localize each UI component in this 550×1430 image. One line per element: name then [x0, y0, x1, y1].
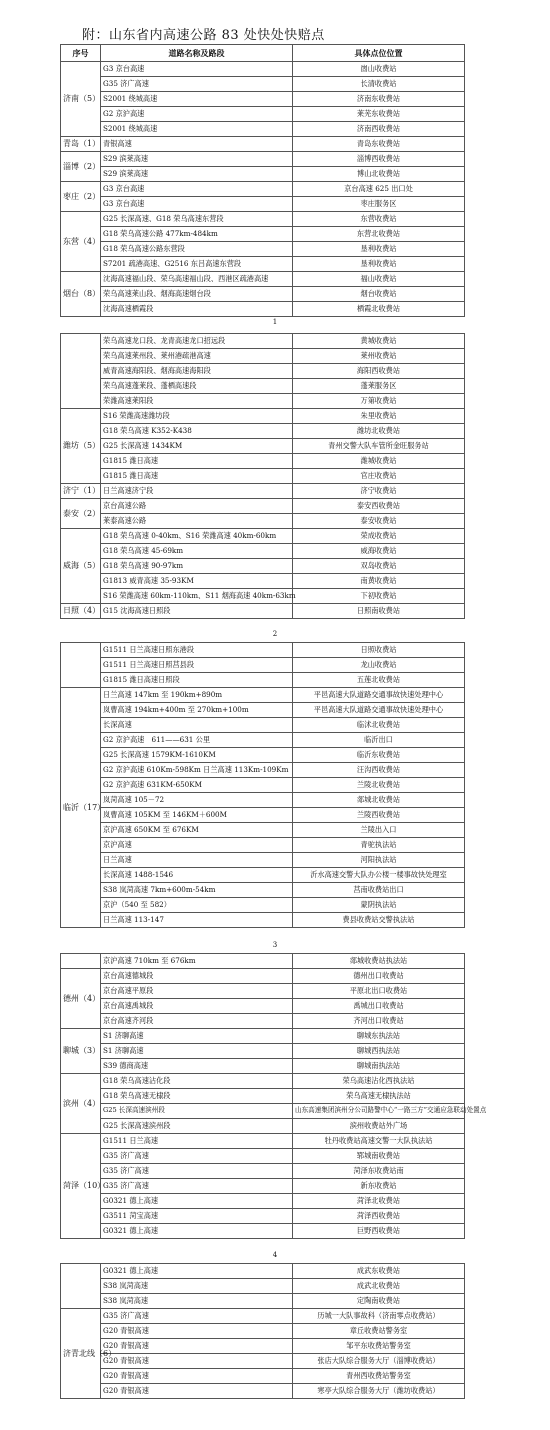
road-cell: G20 青银高速: [101, 1324, 293, 1339]
table-row: [61, 484, 465, 499]
road-cell: S38 岚菏高速: [101, 1279, 293, 1294]
table-row: [61, 1164, 465, 1179]
road-cell: G25 长深高速 1434KM: [101, 439, 293, 454]
table-page-2: [60, 333, 465, 619]
table-row: [61, 1224, 465, 1239]
road-cell: 荣潍高速莱阳段: [101, 394, 293, 409]
table-row: [61, 197, 465, 212]
location-cell: 朱里收费站: [293, 409, 465, 424]
road-cell: G18 荣乌高速 45-69km: [101, 544, 293, 559]
road-cell: S39 德商高速: [101, 1059, 293, 1074]
location-cell: 荣乌高速无棣执法站: [293, 1089, 465, 1104]
location-cell: 海阳西收费站: [293, 364, 465, 379]
location-cell: 历城一大队事故科（济南零点收费站）: [293, 1309, 465, 1324]
location-cell: 临沂东收费站: [293, 748, 465, 763]
location-cell: 万第收费站: [293, 394, 465, 409]
location-cell: 莱州收费站: [293, 349, 465, 364]
header-location: 具体点位位置: [293, 45, 465, 62]
road-cell: G1511 日兰高速日照莒县段: [101, 658, 293, 673]
road-cell: 沈海高速福山段、荣乌高速福山段、西港区疏港高速: [101, 272, 293, 287]
road-cell: G35 济广高速: [101, 1309, 293, 1324]
table-page-5: [60, 1263, 465, 1399]
city-cell: 临沂（17）: [61, 688, 101, 928]
location-cell: 郓城南收费站: [293, 1149, 465, 1164]
location-cell: 费县收费站交警执法站: [293, 913, 465, 928]
table-row: [61, 122, 465, 137]
location-cell: 东营收费站: [293, 212, 465, 227]
location-cell: 成武北收费站: [293, 1279, 465, 1294]
page-number: 4: [272, 1251, 278, 1259]
table-row: [61, 1384, 465, 1399]
road-cell: 日兰高速 113-147: [101, 913, 293, 928]
table-row: [61, 733, 465, 748]
table-row: [61, 838, 465, 853]
road-cell: G20 青银高速: [101, 1354, 293, 1369]
road-cell: G3 京台高速: [101, 62, 293, 77]
table-row: [61, 409, 465, 424]
road-cell: S1 济聊高速: [101, 1044, 293, 1059]
table-row: [61, 544, 465, 559]
road-cell: G2 京沪高速: [101, 107, 293, 122]
header-road: 道路名称及路段: [101, 45, 293, 62]
location-cell: 邹平东收费站警务室: [293, 1339, 465, 1354]
location-cell: 菏泽东收费站南: [293, 1164, 465, 1179]
table-row: [61, 424, 465, 439]
table-row: [61, 1044, 465, 1059]
road-cell: G18 荣乌高速公路东营段: [101, 242, 293, 257]
road-cell: G18 荣乌高速公路 477km-484km: [101, 227, 293, 242]
road-cell: S29 滨莱高速: [101, 167, 293, 182]
city-cell: 济宁（1）: [61, 484, 101, 499]
road-cell: 京台高速公路: [101, 499, 293, 514]
road-cell: 岚菏高速 105－72: [101, 793, 293, 808]
location-cell: 枣庄服务区: [293, 197, 465, 212]
location-cell: 临沭北收费站: [293, 718, 465, 733]
table-row: [61, 643, 465, 658]
road-cell: G0321 德上高速: [101, 1224, 293, 1239]
location-cell: 崮山收费站: [293, 62, 465, 77]
location-cell: 郯城北收费站: [293, 793, 465, 808]
road-cell: 荣乌高速蓬莱段、蓬栖高速段: [101, 379, 293, 394]
road-cell: G25 长深高速滨州段: [101, 1104, 293, 1119]
road-cell: G1815 潍日高速日照段: [101, 673, 293, 688]
city-cell: [61, 334, 101, 409]
city-cell: 青岛（1）: [61, 137, 101, 152]
road-cell: 荣乌高速莱州段、莱州港疏港高速: [101, 349, 293, 364]
road-cell: G1815 潍日高速: [101, 454, 293, 469]
road-cell: 青银高速: [101, 137, 293, 152]
road-cell: 荣乌高速龙口段、龙青高速龙口招远段: [101, 334, 293, 349]
road-cell: G1511 日兰高速: [101, 1134, 293, 1149]
table-row: [61, 257, 465, 272]
location-cell: 牡丹收费站高速交警一大队执法站: [293, 1134, 465, 1149]
location-cell: 荣成收费站: [293, 529, 465, 544]
location-cell: 成武东收费站: [293, 1264, 465, 1279]
road-cell: 京沪（540 至 582）: [101, 898, 293, 913]
table-row: [61, 499, 465, 514]
location-cell: 南黄收费站: [293, 574, 465, 589]
table-row: [61, 999, 465, 1014]
page-number: 2: [272, 630, 278, 638]
road-cell: G3 京台高速: [101, 197, 293, 212]
location-cell: 齐河出口收费站: [293, 1014, 465, 1029]
table-row: [61, 287, 465, 302]
location-cell: 寒亭大队综合服务大厅（潍坊收费站）: [293, 1384, 465, 1399]
location-cell: 福山收费站: [293, 272, 465, 287]
location-cell: 双岛收费站: [293, 559, 465, 574]
table-row: [61, 182, 465, 197]
table-row: [61, 1104, 465, 1119]
table-row: [61, 589, 465, 604]
location-cell: 五莲北收费站: [293, 673, 465, 688]
location-cell: 长清收费站: [293, 77, 465, 92]
road-cell: 威青高速海阳段、烟海高速海阳段: [101, 364, 293, 379]
location-cell: 聊城西执法站: [293, 1044, 465, 1059]
location-cell: 章丘收费站警务室: [293, 1324, 465, 1339]
table-row: [61, 1029, 465, 1044]
table-row: [61, 748, 465, 763]
table-row: [61, 823, 465, 838]
table-row: [61, 152, 465, 167]
table-row: [61, 1354, 465, 1369]
page-number: 1: [272, 318, 278, 326]
location-cell: 新东收费站: [293, 1179, 465, 1194]
table-row: [61, 394, 465, 409]
table-row: [61, 1119, 465, 1134]
table-row: [61, 718, 465, 733]
location-cell: 聊城南执法站: [293, 1059, 465, 1074]
table-row: [61, 703, 465, 718]
road-cell: G18 荣乌高速 K352-K438: [101, 424, 293, 439]
city-cell: 东营（4）: [61, 212, 101, 272]
location-cell: 潍坊北收费站: [293, 424, 465, 439]
table-row: [61, 604, 465, 619]
road-cell: S38 岚菏高速 7km+600m-54km: [101, 883, 293, 898]
road-cell: 京台高速齐河段: [101, 1014, 293, 1029]
table-row: [61, 364, 465, 379]
table-row: [61, 242, 465, 257]
road-cell: 日兰高速: [101, 853, 293, 868]
location-cell: 官庄收费站: [293, 469, 465, 484]
location-cell: 平原北出口收费站: [293, 984, 465, 999]
location-cell: 莱芜东收费站: [293, 107, 465, 122]
city-cell: 烟台（8）: [61, 272, 101, 317]
table-row: [61, 529, 465, 544]
table-row: [61, 1264, 465, 1279]
location-cell: 定陶南收费站: [293, 1294, 465, 1309]
table-row: [61, 227, 465, 242]
road-cell: G25 长深高速滨州段: [101, 1119, 293, 1134]
road-cell: G35 济广高速: [101, 1179, 293, 1194]
table-row: [61, 1134, 465, 1149]
road-cell: 京沪高速 710km 至 676km: [101, 954, 293, 969]
location-cell: 荣乌高速沾化西执法站: [293, 1074, 465, 1089]
road-cell: 日兰高速济宁段: [101, 484, 293, 499]
table-row: [61, 469, 465, 484]
table-row: [61, 1209, 465, 1224]
road-cell: S29 滨莱高速: [101, 152, 293, 167]
road-cell: G1815 潍日高速: [101, 469, 293, 484]
table-row: [61, 514, 465, 529]
table-row: [61, 349, 465, 364]
location-cell: 德州出口收费站: [293, 969, 465, 984]
city-cell: [61, 1264, 101, 1309]
road-cell: G18 荣乌高速 0-40km、S16 荣潍高速 40km-60km: [101, 529, 293, 544]
location-cell: 平邑高速大队道路交通事故快速处理中心: [293, 688, 465, 703]
road-cell: 沈海高速栖霞段: [101, 302, 293, 317]
table-row: [61, 1089, 465, 1104]
table-header-row: [61, 45, 465, 62]
location-cell: 禹城出口收费站: [293, 999, 465, 1014]
city-cell: 泰安（2）: [61, 499, 101, 529]
table-page-3: [60, 642, 465, 928]
road-cell: 岚曹高速 105KM 至 146KM＋600M: [101, 808, 293, 823]
road-cell: 长深高速: [101, 718, 293, 733]
table-row: [61, 778, 465, 793]
city-cell: 日照（4）: [61, 604, 101, 619]
location-cell: 威海收费站: [293, 544, 465, 559]
city-cell: 济南（5）: [61, 62, 101, 137]
table-row: [61, 92, 465, 107]
road-cell: S1 济聊高速: [101, 1029, 293, 1044]
table-row: [61, 334, 465, 349]
road-cell: S16 荣潍高速潍坊段: [101, 409, 293, 424]
city-cell: 济青北线（6）: [61, 1309, 101, 1399]
city-cell: [61, 643, 101, 688]
road-cell: G2 京沪高速 611——631 公里: [101, 733, 293, 748]
table-row: [61, 272, 465, 287]
table-row: [61, 574, 465, 589]
table-row: [61, 379, 465, 394]
location-cell: 博山北收费站: [293, 167, 465, 182]
table-row: [61, 954, 465, 969]
header-index: 序号: [61, 45, 101, 62]
table-row: [61, 62, 465, 77]
table-row: [61, 1369, 465, 1384]
location-cell: 沂水高速交警大队办公楼一楼事故快处理室: [293, 868, 465, 883]
table-row: [61, 984, 465, 999]
road-cell: 京台高速德城段: [101, 969, 293, 984]
road-cell: 莱泰高速公路: [101, 514, 293, 529]
location-cell: 泰安西收费站: [293, 499, 465, 514]
table-row: [61, 1014, 465, 1029]
table-row: [61, 673, 465, 688]
table-row: [61, 763, 465, 778]
location-cell: 巨野西收费站: [293, 1224, 465, 1239]
table-row: [61, 137, 465, 152]
road-cell: 岚曹高速 194km+400m 至 270km+100m: [101, 703, 293, 718]
road-cell: 荣乌高速莱山段、烟海高速烟台段: [101, 287, 293, 302]
location-cell: 青州西收费站警务室: [293, 1369, 465, 1384]
table-row: [61, 969, 465, 984]
road-cell: G18 荣乌高速 90-97km: [101, 559, 293, 574]
table-row: [61, 454, 465, 469]
road-cell: S38 岚菏高速: [101, 1294, 293, 1309]
location-cell: 山东高速集团滨州分公司路警中心“一路三方”交通应急联动处置点: [293, 1104, 465, 1119]
location-cell: 青驼执法站: [293, 838, 465, 853]
road-cell: G3 京台高速: [101, 182, 293, 197]
city-cell: 菏泽（10）: [61, 1134, 101, 1239]
table-row: [61, 1059, 465, 1074]
road-cell: S2001 绕城高速: [101, 122, 293, 137]
location-cell: 下初收费站: [293, 589, 465, 604]
page-number: 3: [272, 941, 278, 949]
location-cell: 河阳执法站: [293, 853, 465, 868]
table-row: [61, 1149, 465, 1164]
table-page-4: [60, 953, 487, 1239]
location-cell: 兰陵西收费站: [293, 808, 465, 823]
road-cell: 长深高速 1488-1546: [101, 868, 293, 883]
road-cell: 京台高速平原段: [101, 984, 293, 999]
city-cell: 聊城（3）: [61, 1029, 101, 1074]
road-cell: S16 荣潍高速 60km-110km、S11 烟海高速 40km-63km: [101, 589, 293, 604]
location-cell: 泰安收费站: [293, 514, 465, 529]
document-title: 附：山东省内高速公路 83 处快处快赔点: [82, 28, 325, 43]
table-row: [61, 1339, 465, 1354]
location-cell: 日照南收费站: [293, 604, 465, 619]
table-row: [61, 1194, 465, 1209]
table-row: [61, 559, 465, 574]
location-cell: 聊城东执法站: [293, 1029, 465, 1044]
table-row: [61, 793, 465, 808]
table-row: [61, 302, 465, 317]
location-cell: 莒南收费站出口: [293, 883, 465, 898]
city-cell: 枣庄（2）: [61, 182, 101, 212]
road-cell: 京沪高速 650KM 至 676KM: [101, 823, 293, 838]
table-row: [61, 77, 465, 92]
table-row: [61, 658, 465, 673]
location-cell: 淄博西收费站: [293, 152, 465, 167]
table-row: [61, 883, 465, 898]
road-cell: G35 济广高速: [101, 1149, 293, 1164]
table-row: [61, 107, 465, 122]
location-cell: 汪沟西收费站: [293, 763, 465, 778]
location-cell: 龙山收费站: [293, 658, 465, 673]
location-cell: 平邑高速大队道路交通事故快速处理中心: [293, 703, 465, 718]
road-cell: G25 长深高速、G18 荣乌高速东营段: [101, 212, 293, 227]
road-cell: 日兰高速 147km 至 190km+890m: [101, 688, 293, 703]
road-cell: G2 京沪高速 631KM-650KM: [101, 778, 293, 793]
location-cell: 东营北收费站: [293, 227, 465, 242]
city-cell: 淄博（2）: [61, 152, 101, 182]
location-cell: 蓬莱服务区: [293, 379, 465, 394]
location-cell: 蒙阴执法站: [293, 898, 465, 913]
road-cell: G35 济广高速: [101, 77, 293, 92]
table-row: [61, 898, 465, 913]
road-cell: G20 青银高速: [101, 1384, 293, 1399]
location-cell: 兰陵北收费站: [293, 778, 465, 793]
table-row: [61, 167, 465, 182]
road-cell: G25 长深高速 1579KM-1610KM: [101, 748, 293, 763]
table-row: [61, 868, 465, 883]
location-cell: 京台高速 625 出口处: [293, 182, 465, 197]
location-cell: 垦利收费站: [293, 257, 465, 272]
road-cell: G20 青银高速: [101, 1339, 293, 1354]
city-cell: 德州（4）: [61, 969, 101, 1029]
location-cell: 临沂出口: [293, 733, 465, 748]
city-cell: 威海（5）: [61, 529, 101, 604]
table-row: [61, 913, 465, 928]
table-page-1: [60, 44, 465, 317]
location-cell: 栖霞北收费站: [293, 302, 465, 317]
location-cell: 菏泽北收费站: [293, 1194, 465, 1209]
road-cell: G0321 德上高速: [101, 1194, 293, 1209]
location-cell: 济南西收费站: [293, 122, 465, 137]
location-cell: 兰陵出入口: [293, 823, 465, 838]
location-cell: 青岛东收费站: [293, 137, 465, 152]
road-cell: S7201 疏港高速、G2516 东吕高速东营段: [101, 257, 293, 272]
location-cell: 潍城收费站: [293, 454, 465, 469]
location-cell: 垦利收费站: [293, 242, 465, 257]
city-cell: 潍坊（5）: [61, 409, 101, 484]
location-cell: 济宁收费站: [293, 484, 465, 499]
table-row: [61, 1294, 465, 1309]
road-cell: G18 荣乌高速沾化段: [101, 1074, 293, 1089]
table-row: [61, 688, 465, 703]
road-cell: G0321 德上高速: [101, 1264, 293, 1279]
road-cell: G3511 菏宝高速: [101, 1209, 293, 1224]
table-row: [61, 1179, 465, 1194]
location-cell: 济南东收费站: [293, 92, 465, 107]
table-row: [61, 1279, 465, 1294]
table-row: [61, 439, 465, 454]
table-row: [61, 853, 465, 868]
road-cell: G20 青银高速: [101, 1369, 293, 1384]
location-cell: 张店大队综合服务大厅（淄博收费站）: [293, 1354, 465, 1369]
road-cell: S2001 绕城高速: [101, 92, 293, 107]
location-cell: 黄城收费站: [293, 334, 465, 349]
road-cell: G15 沈海高速日照段: [101, 604, 293, 619]
road-cell: G1813 威青高速 35-93KM: [101, 574, 293, 589]
city-cell: [61, 954, 101, 969]
location-cell: 滨州收费站外广场: [293, 1119, 465, 1134]
road-cell: 京沪高速: [101, 838, 293, 853]
table-row: [61, 1324, 465, 1339]
road-cell: G1511 日兰高速日照东港段: [101, 643, 293, 658]
road-cell: G2 京沪高速 610Km-598Km 日兰高速 113Km-109Km: [101, 763, 293, 778]
location-cell: 郯城收费站执法站: [293, 954, 465, 969]
road-cell: G18 荣乌高速无棣段: [101, 1089, 293, 1104]
table-row: [61, 212, 465, 227]
location-cell: 日照收费站: [293, 643, 465, 658]
location-cell: 青州交警大队车管所金旺服务站: [293, 439, 465, 454]
road-cell: G35 济广高速: [101, 1164, 293, 1179]
location-cell: 菏泽西收费站: [293, 1209, 465, 1224]
road-cell: 京台高速禹城段: [101, 999, 293, 1014]
table-row: [61, 808, 465, 823]
table-row: [61, 1074, 465, 1089]
location-cell: 烟台收费站: [293, 287, 465, 302]
table-row: [61, 1309, 465, 1324]
city-cell: 滨州（4）: [61, 1074, 101, 1134]
